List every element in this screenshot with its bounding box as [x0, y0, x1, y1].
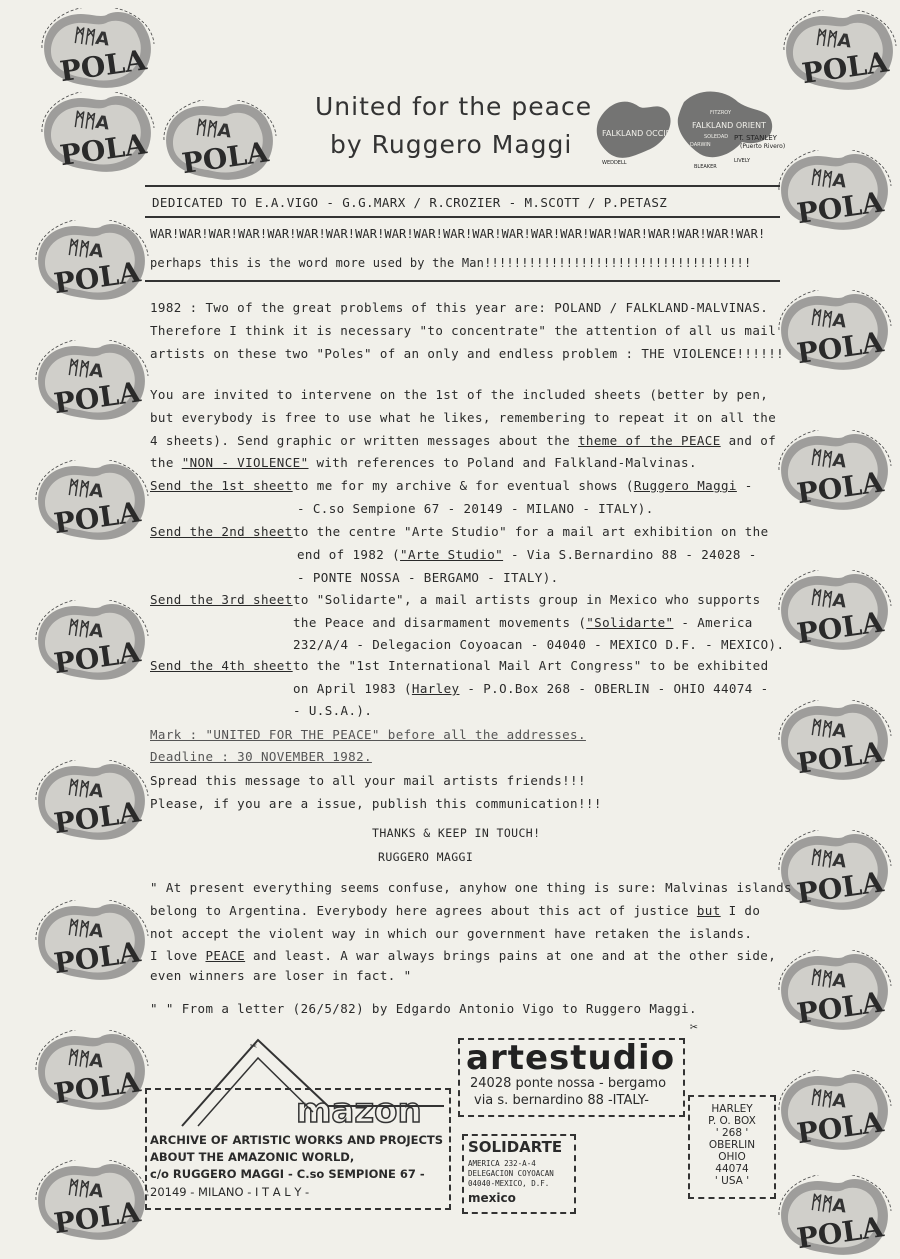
- war-line: WAR!WAR!WAR!WAR!WAR!WAR!WAR!WAR!WAR!WAR!WAR!WAR!WAR!WAR!WAR!WAR!WAR!WAR!WAR!WAR!WAR!: [150, 227, 766, 241]
- quote-source: " " From a letter (26/5/82) by Edgardo Antonio Vigo to Ruggero Maggi.: [150, 1001, 697, 1016]
- pola-stamp: [38, 92, 158, 176]
- signature: RUGGERO MAGGI: [378, 850, 474, 864]
- pola-stamp: [775, 150, 895, 234]
- pola-stamp: [32, 600, 152, 684]
- please-line: Please, if you are a issue, publish this communication!!!: [150, 796, 602, 811]
- quote-line: even winners are loser in fact. ": [150, 968, 412, 983]
- pola-stamp: [32, 760, 152, 844]
- map-label: FALKLAND OCCID.: [602, 129, 675, 138]
- send-text: [293, 681, 769, 696]
- harley-line: 44074: [715, 1163, 749, 1175]
- send-text-part: -: [736, 478, 753, 493]
- send-text: - PONTE NOSSA - BERGAMO - ITALY).: [297, 570, 559, 585]
- pola-stamp: [775, 700, 895, 784]
- quote-line: [150, 903, 760, 918]
- divider: [145, 280, 780, 282]
- pola-stamp: [775, 1175, 895, 1259]
- deadline-line: Deadline : 30 NOVEMBER 1982.: [150, 749, 372, 764]
- send-label: Send the 2nd sheet: [150, 524, 293, 539]
- invite-text: with references to Poland and Falkland-Malvinas.: [308, 455, 697, 470]
- pola-stamp: [775, 570, 895, 654]
- quote-line: [150, 948, 776, 963]
- send-text: to the centre "Arte Studio" for a mail art exhibition on the: [293, 524, 769, 539]
- title-line2: by Ruggero Maggi: [330, 130, 573, 159]
- amazon-line: ABOUT THE AMAZONIC WORLD,: [150, 1150, 355, 1164]
- theme-peace: theme of the PEACE: [577, 433, 721, 448]
- amazon-logo-text: mazon: [296, 1091, 422, 1131]
- pola-stamp: [32, 340, 152, 424]
- artestudio-line: 24028 ponte nossa - bergamo: [470, 1076, 667, 1091]
- pola-stamp: [32, 460, 152, 544]
- map-label: SOLEDAD: [704, 134, 729, 140]
- thanks-line: THANKS & KEEP IN TOUCH!: [372, 826, 541, 840]
- send-text: to "Solidarte", a mail artists group in Mexico who supports: [293, 592, 761, 607]
- intro-line: artists on these two "Poles" of an only and endless problem : THE VIOLENCE!!!!!!: [150, 346, 785, 361]
- map-label: FALKLAND ORIENT: [692, 121, 766, 130]
- scissors-icon: ✂: [250, 1039, 258, 1053]
- quote-text: and least. A war always brings pains at one and at the other side,: [245, 948, 777, 963]
- pola-stamp: [160, 100, 280, 184]
- quote-line: not accept the violent way in which our government have retaken the islands.: [150, 926, 753, 941]
- send-text-part: end of 1982 (: [297, 547, 401, 562]
- solidarte-line: 04040-MEXICO, D.F.: [468, 1179, 550, 1188]
- send-text: to the "1st International Mail Art Congress" to be exhibited: [293, 658, 769, 673]
- map-label: PT. STANLEY: [734, 134, 777, 142]
- intro-line: 1982 : Two of the great problems of this year are: POLAND / FALKLAND-MALVINAS.: [150, 300, 769, 315]
- map-label: (Puerto Rivero): [740, 143, 786, 150]
- invite-text: the: [150, 455, 182, 470]
- invite-line: You are invited to intervene on the 1st of the included sheets (better by pen,: [150, 387, 769, 402]
- send-label: Send the 1st sheet: [150, 478, 293, 493]
- harley-address: [688, 1103, 776, 1187]
- map-label: DARWIN: [690, 142, 711, 148]
- pola-stamp: [38, 8, 158, 92]
- quote-but: but: [696, 903, 721, 918]
- send-label: Send the 4th sheet: [150, 658, 293, 673]
- send-recipient: Harley: [411, 681, 460, 696]
- send-recipient: "Solidarte": [586, 615, 674, 630]
- send-text: - C.so Sempione 67 - 20149 - MILANO - ITALY).: [297, 501, 654, 516]
- invite-text: 4 sheets). Send graphic or written messages about the: [150, 433, 578, 448]
- send-text-part: - America: [673, 615, 753, 630]
- map-label: WEDDELL: [602, 160, 627, 166]
- pola-stamp: [32, 220, 152, 304]
- divider: [145, 185, 780, 187]
- send-text: [297, 547, 757, 562]
- solidarte-line: DELEGACION COYOACAN: [468, 1169, 554, 1178]
- amazon-line: 20149 - MILANO - I T A L Y -: [150, 1185, 310, 1199]
- pola-stamp: [775, 1070, 895, 1154]
- title-line1: United for the peace: [315, 92, 593, 121]
- send-recipient: Ruggero Maggi: [633, 478, 737, 493]
- send-text-part: on April 1983 (: [293, 681, 412, 696]
- harley-line: HARLEY: [711, 1103, 753, 1115]
- pola-stamp: [32, 900, 152, 984]
- send-text-part: - P.O.Box 268 - OBERLIN - OHIO 44074 -: [459, 681, 769, 696]
- quote-text: I do: [720, 903, 761, 918]
- invite-line: [150, 433, 776, 448]
- pola-stamp: [775, 950, 895, 1034]
- send-label: Send the 3rd sheet: [150, 592, 293, 607]
- pola-stamp: [780, 10, 900, 94]
- send-text: - U.S.A.).: [293, 703, 373, 718]
- harley-line: ' 268 ': [715, 1127, 749, 1139]
- artestudio-logo: artestudio: [466, 1038, 676, 1078]
- map-label: BLEAKER: [694, 164, 717, 170]
- solidarte-line: mexico: [468, 1191, 516, 1205]
- send-text: [293, 478, 753, 493]
- send-text: 232/A/4 - Delegacion Coyoacan - 04040 - MEXICO D.F. - MEXICO).: [293, 637, 785, 652]
- amazon-line: c/o RUGGERO MAGGI - C.so SEMPIONE 67 -: [150, 1167, 425, 1181]
- pola-stamp: [775, 430, 895, 514]
- quote-text: I love: [150, 948, 206, 963]
- dedication: DEDICATED TO E.A.VIGO - G.G.MARX / R.CROZIER - M.SCOTT / P.PETASZ: [152, 195, 668, 210]
- send-text-part: the Peace and disarmament movements (: [293, 615, 587, 630]
- non-violence: "NON - VIOLENCE": [181, 455, 309, 470]
- quote-peace: PEACE: [205, 948, 246, 963]
- invite-line: but everybody is free to use what he likes, remembering to repeat it on all the: [150, 410, 777, 425]
- harley-line: OBERLIN: [708, 1139, 756, 1151]
- send-text-part: to me for my archive & for eventual shows (: [293, 478, 634, 493]
- scissors-icon: ✂: [690, 1020, 698, 1035]
- pola-stamp: [775, 290, 895, 374]
- invite-line: [150, 455, 697, 470]
- solidarte-name: SOLIDARTE: [468, 1138, 563, 1156]
- falklands-map: [592, 82, 786, 174]
- harley-line: ' USA ': [714, 1175, 750, 1187]
- send-recipient: "Arte Studio": [400, 547, 504, 562]
- mark-line: Mark : "UNITED FOR THE PEACE" before all the addresses.: [150, 727, 586, 742]
- amazon-line: ARCHIVE OF ARTISTIC WORKS AND PROJECTS: [150, 1133, 444, 1147]
- pola-stamp: [775, 830, 895, 914]
- artestudio-line: via s. bernardino 88 -ITALY-: [474, 1093, 649, 1108]
- send-text-part: - Via S.Bernardino 88 - 24028 -: [503, 547, 757, 562]
- map-label: LIVELY: [734, 158, 751, 164]
- divider: [145, 216, 780, 218]
- quote-text: belong to Argentina. Everybody here agrees about this act of justice: [150, 903, 697, 918]
- quote-line: " At present everything seems confuse, anyhow one thing is sure: Malvinas islands: [150, 880, 792, 895]
- pola-stamp: [32, 1030, 152, 1114]
- invite-text: and of: [720, 433, 777, 448]
- harley-line: P. O. BOX: [708, 1115, 756, 1127]
- spread-line: Spread this message to all your mail artists friends!!!: [150, 773, 586, 788]
- send-text: [293, 615, 753, 630]
- pola-stamp: [32, 1160, 152, 1244]
- solidarte-line: AMERICA 232-A-4: [468, 1159, 536, 1168]
- map-label: FITZROY: [710, 110, 732, 116]
- harley-line: OHIO: [718, 1151, 746, 1163]
- perhaps-line: perhaps this is the word more used by the Man!!!!!!!!!!!!!!!!!!!!!!!!!!!!!!!!!!!!: [150, 256, 752, 270]
- intro-line: Therefore I think it is necessary "to concentrate" the attention of all us mail: [150, 323, 777, 338]
